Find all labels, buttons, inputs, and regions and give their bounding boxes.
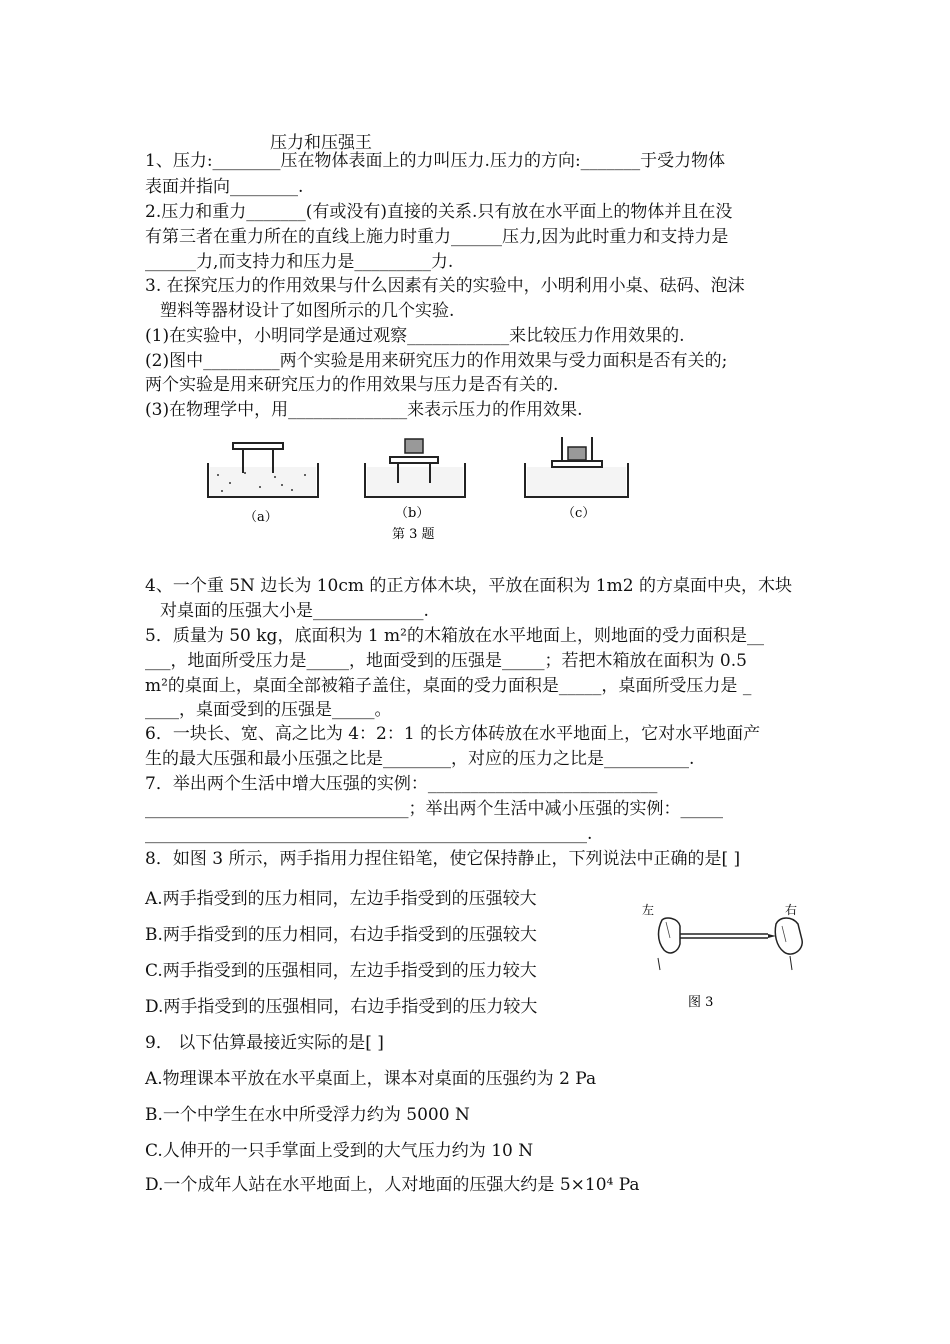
q8-option-a: A.两手指受到的压力相同，左边手指受到的压强较大 xyxy=(145,889,537,909)
text-line: 塑料等器材设计了如图所示的几个实验. xyxy=(160,301,455,321)
text-line: 7．举出两个生活中增大压强的实例：___________________________ xyxy=(145,774,658,794)
q8-option-b: B.两手指受到的压力相同，右边手指受到的压强较大 xyxy=(145,925,537,945)
text-line: (3)在物理学中，用______________来表示压力的作用效果. xyxy=(145,400,583,420)
q8-option-d: D.两手指受到的压强相同，右边手指受到的压力较大 xyxy=(145,997,538,1017)
figure-label-b: （b） xyxy=(395,506,430,521)
text-line: 对桌面的压强大小是_____________. xyxy=(160,601,429,621)
left-finger-icon xyxy=(658,918,680,970)
right-finger-icon xyxy=(775,918,802,970)
pencil-label-left: 左 xyxy=(642,903,655,917)
pencil-figure xyxy=(640,898,815,1018)
text-line: 4、一个重 5N 边长为 10cm 的正方体木块，平放在面积为 1m2 的方桌面中央，木块 xyxy=(145,576,792,596)
q9-option-a: A.物理课本平放在水平桌面上，课本对桌面的压强约为 2 Pa xyxy=(145,1069,597,1089)
text-line: (2)图中_________两个实验是用来研究压力的作用效果与受力面积是否有关的; xyxy=(145,351,728,371)
setup-b xyxy=(365,439,465,497)
pencil-icon xyxy=(680,934,776,938)
q9-option-d: D.一个成年人站在水平地面上，人对地面的压强大约是 5×10⁴ Pa xyxy=(145,1175,640,1195)
pencil-label-right: 右 xyxy=(785,903,798,917)
setup-a xyxy=(208,443,318,497)
figure-caption: 第 3 题 xyxy=(392,527,435,542)
text-line: m²的桌面上，桌面全部被箱子盖住，桌面的受力面积是_____，桌面所受压力是 _ xyxy=(145,676,752,696)
text-line: 2.压力和重力_______(有或没有)直接的关系.只有放在水平面上的物体并且在没 xyxy=(145,202,733,222)
experiment-figure xyxy=(200,435,640,545)
text-line: ____，桌面受到的压强是_____。 xyxy=(145,700,392,720)
text-line: 8．如图 3 所示，两手指用力捏住铅笔，使它保持静止，下列说法中正确的是[ ] xyxy=(145,849,741,869)
text-line: 6．一块长、宽、高之比为 4：2：1 的长方体砖放在水平地面上，它对水平地面产 xyxy=(145,724,761,744)
q8-option-c: C.两手指受到的压强相同，左边手指受到的压力较大 xyxy=(145,961,537,981)
setup-c xyxy=(525,437,628,497)
text-line: 5．质量为 50 kg，底面积为 1 m²的木箱放在水平地面上，则地面的受力面积是__ xyxy=(145,626,764,646)
text-line: (1)在实验中，小明同学是通过观察____________来比较压力作用效果的. xyxy=(145,326,685,346)
q9-option-b: B.一个中学生在水中所受浮力约为 5000 N xyxy=(145,1105,470,1125)
text-line: 表面并指向________. xyxy=(145,177,304,197)
text-line: 3. 在探究压力的作用效果与什么因素有关的实验中，小明利用小桌、砝码、泡沫 xyxy=(145,276,745,296)
text-line: 两个实验是用来研究压力的作用效果与压力是否有关的. xyxy=(145,375,559,395)
figure-label-a: （a） xyxy=(244,510,278,525)
q9-stem: 9． 以下估算最接近实际的是[ ] xyxy=(145,1033,384,1053)
text-line: 1、压力:________压在物体表面上的力叫压力.压力的方向:_______于受力物体 xyxy=(145,151,726,171)
q9-option-c: C.人伸开的一只手掌面上受到的大气压力约为 10 N xyxy=(145,1141,534,1161)
text-line: _______________________________；举出两个生活中减小压强的实例：_____ xyxy=(145,799,723,819)
pencil-figure-caption: 图 3 xyxy=(688,995,714,1010)
page-title: 压力和压强王 xyxy=(270,133,372,153)
text-line: 有第三者在重力所在的直线上施力时重力______压力,因为此时重力和支持力是 xyxy=(145,227,729,247)
text-line: 生的最大压强和最小压强之比是________，对应的压力之比是__________. xyxy=(145,749,695,769)
text-line: ____________________________________________________. xyxy=(145,824,593,844)
figure-label-c: （c） xyxy=(562,506,596,521)
text-line: ___，地面所受压力是_____，地面受到的压强是_____；若把木箱放在面积为 0.5 xyxy=(145,651,747,671)
text-line: ______力,而支持力和压力是_________力. xyxy=(145,252,454,272)
